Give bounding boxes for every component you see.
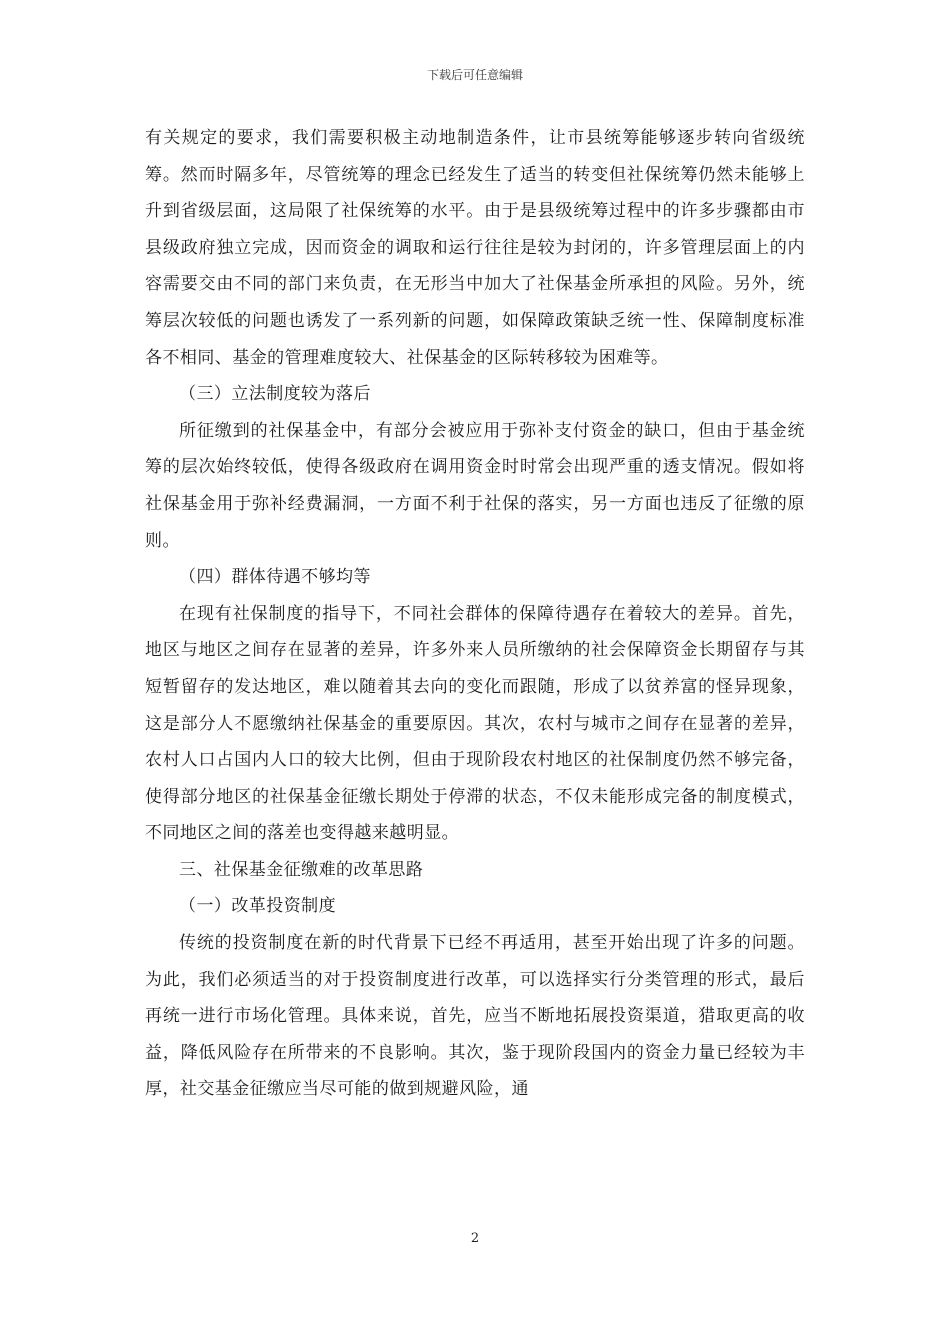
document-body (145, 120, 805, 1108)
paragraph-investment: 传统的投资制度在新的时代背景下已经不再适用，甚至开始出现了许多的问题。为此，我们必须适当的对于投资制度进行改革，可以选择实行分类管理的形式，最后再统一进行市场化管理。具体来说，首先，应当不断地拓展投资渠道，猎取更高的收益，降低风险存在所带来的不良影响。其次，鉴于现阶段国内的资金力量已经较为丰厚，社交基金征缴应当尽可能的做到规避风险，通 (145, 933, 805, 1100)
paragraph-treatment: 在现有社保制度的指导下，不同社会群体的保障待遇存在着较大的差异。首先，地区与地区之间存在显著的差异，许多外来人员所缴纳的社会保障资金长期留存与其短暂留存的发达地区，难以随着其去向的变化而跟随，形成了以贫养富的怪异现象，这是部分人不愿缴纳社保基金的重要原因。其次，农村与城市之间存在显著的差异，农村人口占国内人口的较大比例，但由于现阶段农村地区的社保制度仍然不够完备，使得部分地区的社保基金征缴长期处于停滞的状态，不仅未能形成完备的制度模式，不同地区之间的落差也变得越来越明显。 (145, 603, 805, 844)
paragraph-continued: 有关规定的要求，我们需要积极主动地制造条件，让市县统筹能够逐步转向省级统筹。然而时隔多年，尽管统筹的理念已经发生了适当的转变但社保统筹仍然未能够上升到省级层面，这局限了社保统筹的水平。由于是县级统筹过程中的许多步骤都由市县级政府独立完成，因而资金的调取和运行往往是较为封闭的，许多管理层面上的内容需要交由不同的部门来负责，在无形当中加大了社保基金所承担的风险。另外，统筹层次较低的问题也诱发了一系列新的问题，如保障政策缺乏统一性、保障制度标准各不相同、基金的管理难度较大、社保基金的区际转移较为困难等。 (145, 128, 805, 368)
section-heading-investment: （一）改革投资制度 (179, 896, 337, 917)
page-number: 2 (470, 1231, 480, 1246)
section-heading-legislation: （三）立法制度较为落后 (179, 384, 371, 405)
section-heading-treatment: （四）群体待遇不够均等 (179, 567, 371, 588)
page-header-note: 下载后可任意编辑 (426, 68, 523, 82)
chapter-heading-reform: 三、社保基金征缴难的改革思路 (179, 859, 424, 880)
paragraph-legislation: 所征缴到的社保基金中，有部分会被应用于弥补支付资金的缺口，但由于基金统筹的层次始终较低，使得各级政府在调用资金时时常会出现严重的透支情况。假如将社保基金用于弥补经费漏洞，一方面不利于社保的落实，另一方面也违反了征缴的原则。 (145, 420, 805, 551)
